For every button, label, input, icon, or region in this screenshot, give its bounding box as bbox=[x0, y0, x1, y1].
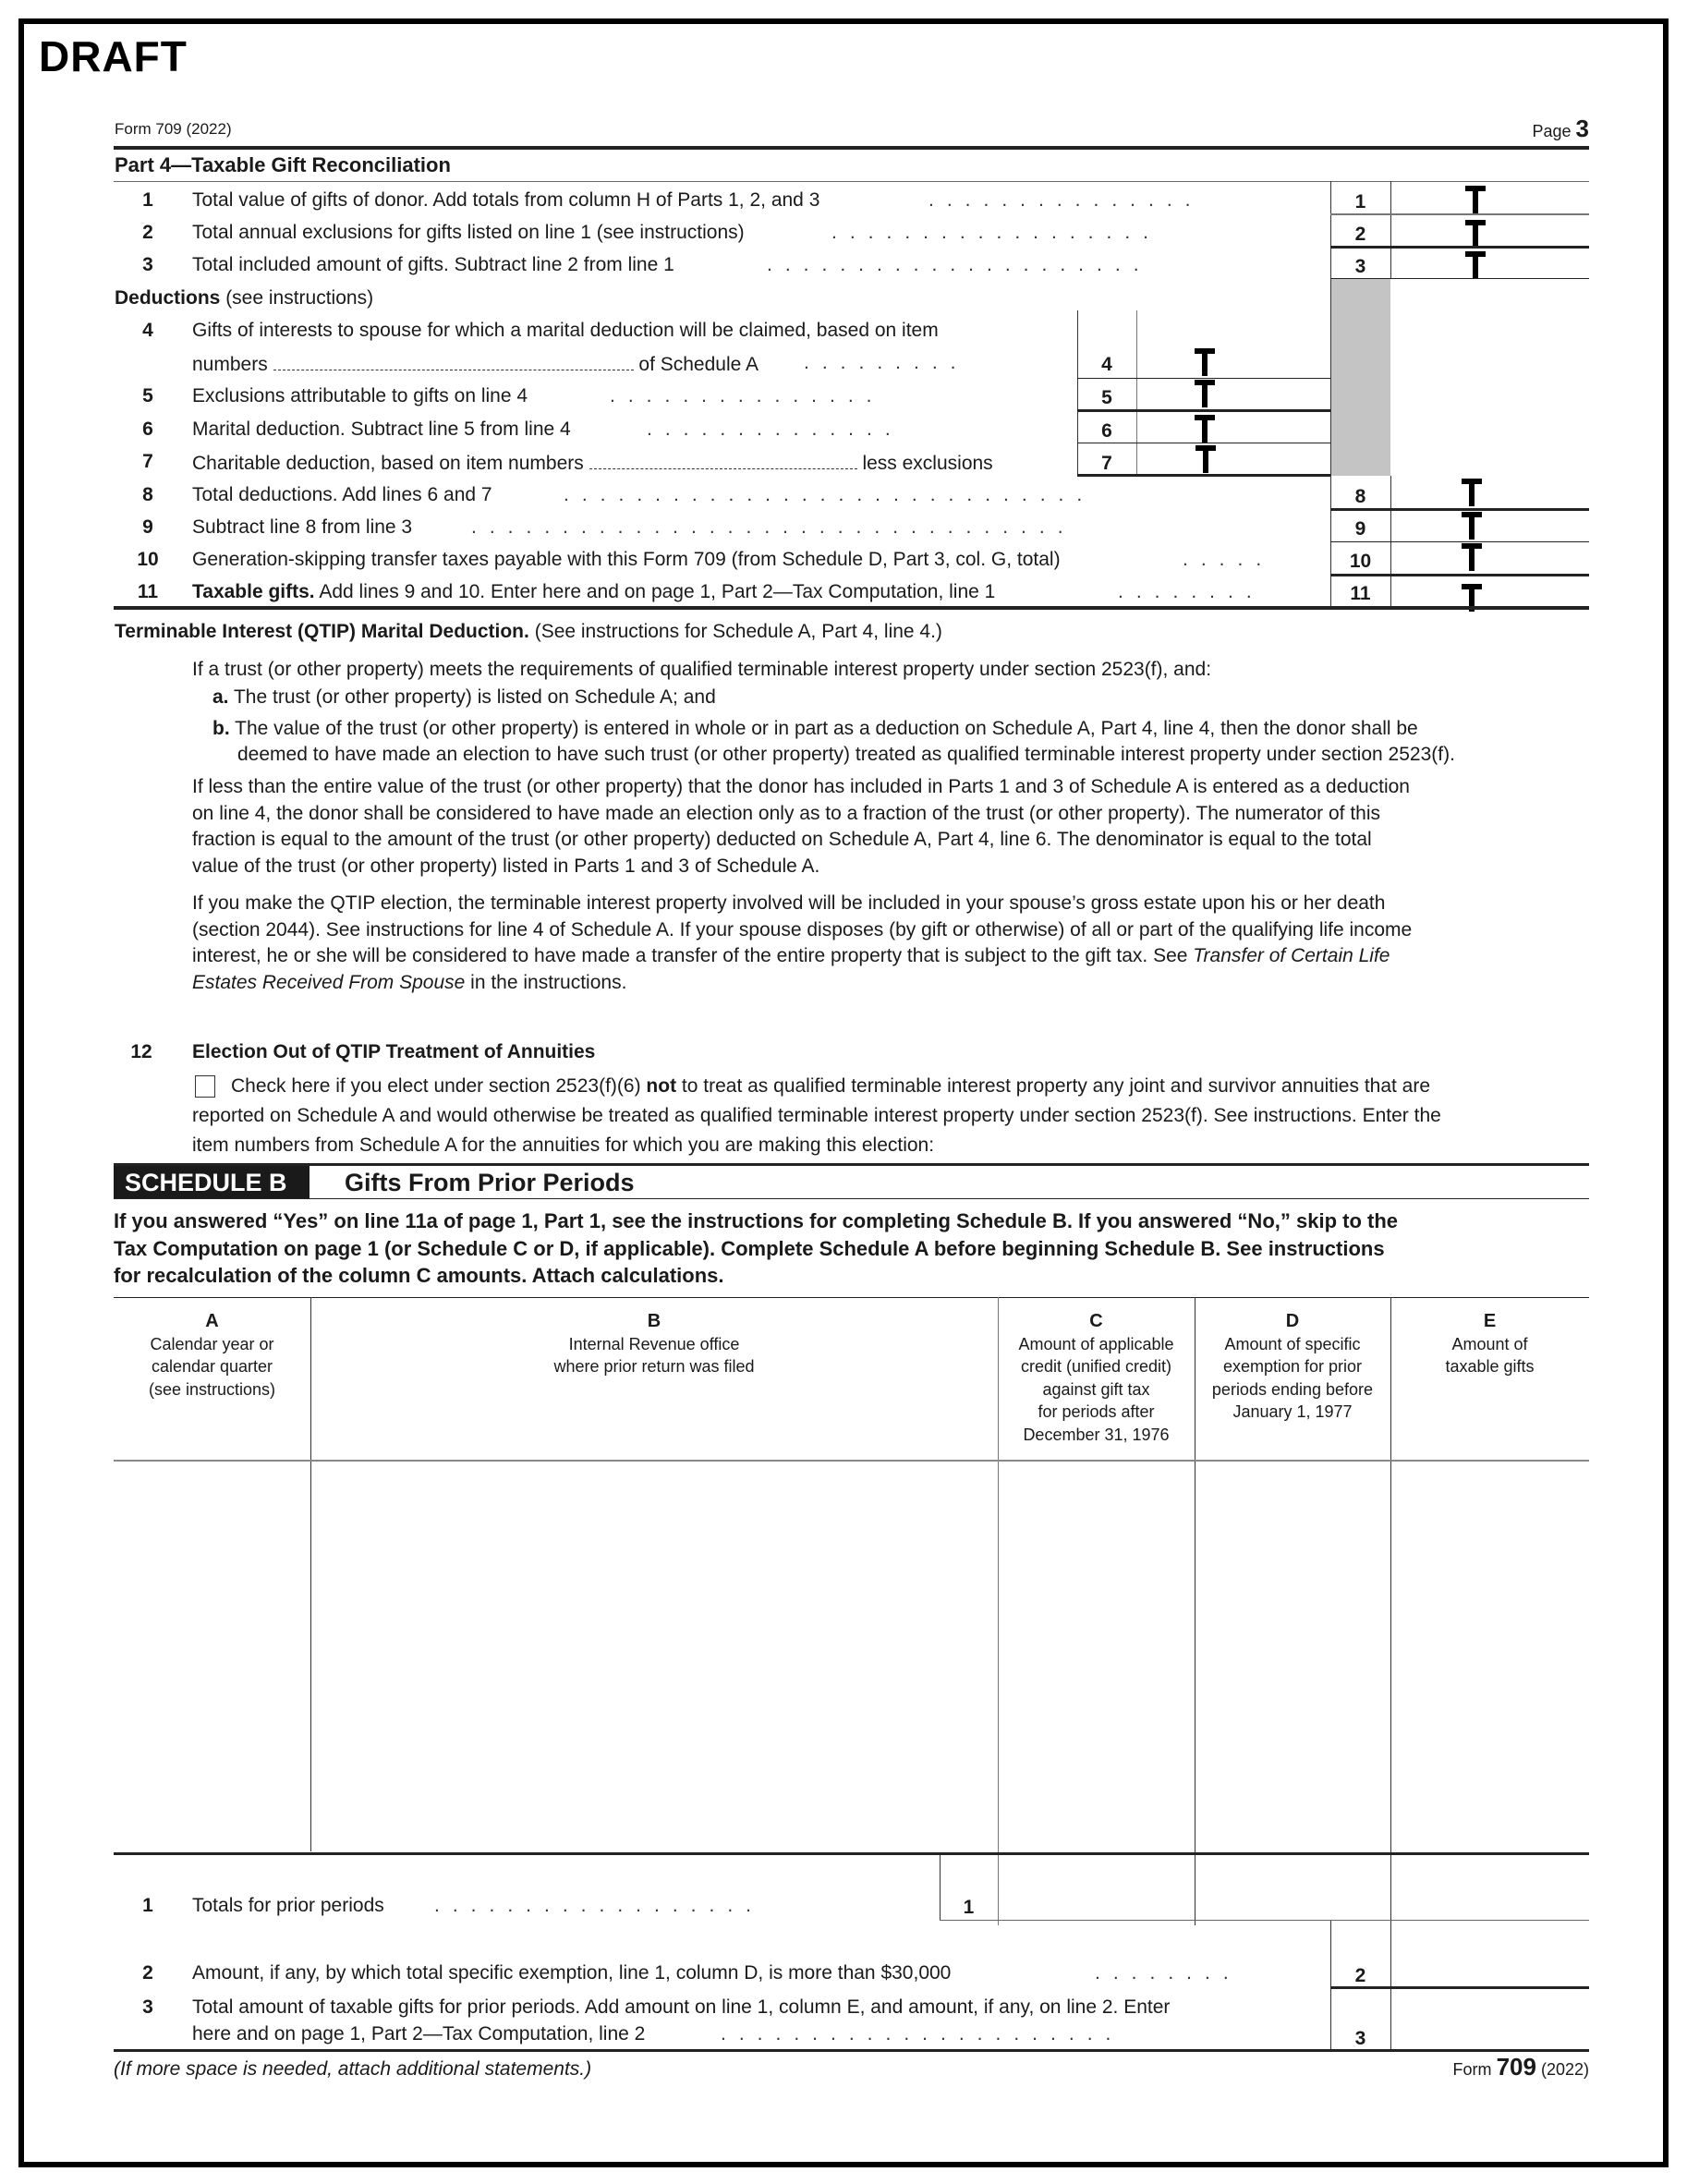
line-number: 1 bbox=[142, 1895, 153, 1916]
intro-line: Tax Computation on page 1 (or Schedule C or D, if applicable). Complete Schedule A before beginning Schedule B. See instructions bbox=[114, 1236, 1385, 1260]
page-number: 3 bbox=[1575, 115, 1589, 142]
line-12-text-b: to treat as qualified terminable interest property any joint and survivor annuities that are bbox=[681, 1075, 1431, 1097]
row-rule bbox=[1077, 378, 1330, 379]
para3-line: If you make the QTIP election, the terminable interest property involved will be included in your spouse’s gross estate upon his or her death bbox=[192, 892, 1386, 914]
line-12-not: not bbox=[646, 1075, 677, 1097]
column-header-b bbox=[310, 1310, 998, 1378]
line-number: 4 bbox=[142, 320, 153, 341]
col-desc: December 31, 1976 bbox=[1023, 1425, 1170, 1444]
line-11-bold: Taxable gifts. bbox=[192, 581, 315, 602]
leader-dots: ........ bbox=[1118, 582, 1265, 601]
line-12-item-numbers-input[interactable] bbox=[1016, 1133, 1584, 1157]
line-6-box: 6 bbox=[1101, 420, 1112, 442]
line-7-box: 7 bbox=[1101, 453, 1112, 474]
line-12-text-2: reported on Schedule A and would otherwise be treated as qualified terminable interest property under section 2523(f). See instructions. Enter the bbox=[192, 1105, 1441, 1126]
line-5-amount-field[interactable] bbox=[1195, 380, 1215, 407]
line-number: 5 bbox=[142, 385, 153, 406]
line-7-prefix: Charitable deduction, based on item numbers bbox=[192, 453, 584, 474]
para3-line bbox=[192, 943, 1412, 970]
column-header-d bbox=[1195, 1310, 1390, 1424]
prior-periods-entry-area[interactable] bbox=[114, 1462, 1589, 1851]
line-9-box: 9 bbox=[1354, 518, 1366, 540]
line-4-label-b bbox=[192, 353, 759, 374]
para2-line: value of the trust (or other property) listed in Parts 1 and 3 of Schedule A. bbox=[192, 855, 820, 877]
qtip-intro: If a trust (or other property) meets the requirements of qualified terminable interest property under section 2523(f), and: bbox=[192, 659, 1212, 680]
deductions-heading bbox=[115, 288, 373, 308]
row-rule-heavy bbox=[1330, 508, 1589, 511]
line-7-item-numbers-input[interactable] bbox=[589, 452, 857, 469]
line-3-amount-field[interactable] bbox=[1391, 1989, 1589, 2048]
deductions-label: Deductions bbox=[115, 287, 221, 309]
line-1-box: 1 bbox=[1354, 191, 1366, 212]
schedule-b-label: SCHEDULE B bbox=[114, 1166, 309, 1199]
line-7-amount-field[interactable] bbox=[1195, 445, 1216, 473]
line-2-amount-field[interactable] bbox=[1465, 220, 1486, 248]
leader-dots: ............................. bbox=[564, 485, 1096, 504]
line-number: 9 bbox=[142, 516, 153, 538]
page-prefix: Page bbox=[1532, 122, 1572, 140]
line-3-box: 3 bbox=[1354, 2028, 1366, 2049]
footer-form-year: (2022) bbox=[1540, 2060, 1589, 2079]
leader-dots: .............. bbox=[647, 419, 904, 439]
line-10-box: 10 bbox=[1349, 551, 1372, 572]
col-desc: calendar quarter bbox=[151, 1357, 273, 1376]
line-2-box: 2 bbox=[1354, 1965, 1366, 1986]
col-letter: E bbox=[1483, 1311, 1497, 1331]
shaded-cell bbox=[1331, 279, 1390, 476]
line-2-box: 2 bbox=[1354, 224, 1366, 245]
line-2-amount-field[interactable] bbox=[1391, 1922, 1589, 1986]
line-11-text: Add lines 9 and 10. Enter here and on page 1, Part 2—Tax Computation, line 1 bbox=[319, 581, 996, 602]
line-number: 10 bbox=[137, 549, 159, 570]
column-header-c bbox=[998, 1310, 1195, 1446]
line-9-amount-field[interactable] bbox=[1462, 512, 1482, 540]
schedule-b-top-rule bbox=[114, 1163, 1589, 1166]
col-desc: for periods after bbox=[1038, 1402, 1155, 1421]
part4-title: Part 4—Taxable Gift Reconciliation bbox=[115, 153, 451, 176]
line-4-item-numbers-input[interactable] bbox=[273, 353, 634, 370]
line-12-title: Election Out of QTIP Treatment of Annuities bbox=[192, 1041, 596, 1062]
qtip-paragraph-2 bbox=[192, 774, 1410, 880]
footer-note: (If more space is needed, attach additional statements.) bbox=[114, 2058, 592, 2080]
col-desc: Internal Revenue office bbox=[568, 1334, 740, 1353]
leader-dots: ........ bbox=[1095, 1963, 1242, 1983]
amount-col-left-border bbox=[1390, 181, 1391, 279]
qtip-item-b-cont: deemed to have made an election to have such trust (or other property) treated as qualified terminable interest property under section 2523(f). bbox=[237, 744, 1455, 765]
line-2-label: Total annual exclusions for gifts listed on line 1 (see instructions) bbox=[192, 222, 745, 243]
footer-form-prefix: Form bbox=[1452, 2060, 1492, 2079]
para3-end: in the instructions. bbox=[470, 971, 627, 993]
line-number: 2 bbox=[142, 222, 153, 243]
para2-line: If less than the entire value of the trust (or other property) that the donor has included in Parts 1 and 3 of Schedule A is entered as a deduction bbox=[192, 776, 1410, 797]
col-desc: where prior return was filed bbox=[553, 1357, 755, 1376]
col-desc: against gift tax bbox=[1042, 1379, 1150, 1399]
line-9-label: Subtract line 8 from line 3 bbox=[192, 516, 413, 538]
line-2-label: Amount, if any, by which total specific exemption, line 1, column D, is more than $30,000 bbox=[192, 1962, 952, 1984]
leader-dots: .................. bbox=[831, 223, 1162, 242]
line-11-box: 11 bbox=[1350, 583, 1371, 604]
para3-text: interest, he or she will be considered to have made a transfer of the entire property that is subject to the gift tax. See bbox=[192, 945, 1188, 966]
row-rule bbox=[1330, 213, 1589, 215]
col-desc: exemption for prior bbox=[1222, 1357, 1363, 1376]
qtip-heading-bold: Terminable Interest (QTIP) Marital Deduction. bbox=[115, 621, 529, 642]
draft-watermark: DRAFT bbox=[39, 32, 188, 80]
line-number: 2 bbox=[142, 1962, 153, 1984]
footer-form-id bbox=[1453, 2053, 1589, 2081]
totals-line-box: 1 bbox=[963, 1897, 975, 1918]
line-12-text-1 bbox=[231, 1076, 1430, 1096]
line-4-numbers-label: numbers bbox=[192, 354, 268, 375]
leader-dots: ............... bbox=[610, 386, 885, 406]
col-letter: A bbox=[205, 1311, 219, 1331]
page-indicator bbox=[1532, 115, 1589, 143]
leader-dots: ................................. bbox=[471, 517, 1076, 537]
col-letter: B bbox=[647, 1311, 661, 1331]
row-rule bbox=[1330, 541, 1589, 542]
col-desc: January 1, 1977 bbox=[1232, 1402, 1353, 1421]
item-b-label: b. bbox=[212, 718, 230, 739]
line-1-label: Total value of gifts of donor. Add totals from column H of Parts 1, 2, and 3 bbox=[192, 189, 820, 211]
qtip-paragraph-3 bbox=[192, 891, 1412, 996]
item-a-text: The trust (or other property) is listed on Schedule A; and bbox=[233, 686, 716, 708]
line-4-amount-field[interactable] bbox=[1195, 348, 1215, 376]
line-3-amount-field[interactable] bbox=[1465, 251, 1486, 279]
schedule-b-intro bbox=[114, 1207, 1589, 1290]
col-desc: Amount of specific bbox=[1224, 1334, 1361, 1353]
para3-line bbox=[192, 970, 1412, 997]
para3-italic: Transfer of Certain Life bbox=[1193, 945, 1390, 966]
row-rule-heavy bbox=[1077, 474, 1330, 477]
table-top-rule bbox=[114, 1297, 1589, 1298]
para2-line: fraction is equal to the amount of the trust (or other property) deducted on Schedule A, Part 4, line 6. The denominator is equal to the total bbox=[192, 829, 1372, 850]
line-number: 1 bbox=[142, 189, 153, 211]
totals-col-e-field[interactable] bbox=[1391, 1856, 1589, 1920]
line-8-box: 8 bbox=[1354, 486, 1366, 507]
line-number: 6 bbox=[142, 419, 153, 440]
part4-title-rule bbox=[114, 181, 1589, 182]
line-10-amount-field[interactable] bbox=[1462, 543, 1482, 571]
para3-line: (section 2044). See instructions for line 4 of Schedule A. If your spouse disposes (by gift or otherwise) of all or part of the qualifying life income bbox=[192, 918, 1413, 940]
intro-line: If you answered “Yes” on line 11a of page 1, Part 1, see the instructions for completing Schedule B. If you answered “No,” skip to the bbox=[114, 1209, 1398, 1232]
schedule-b-bottom-rule bbox=[114, 2049, 1589, 2052]
line-12-text-3: item numbers from Schedule A for the annuities for which you are making this election: bbox=[192, 1134, 935, 1156]
col-letter: C bbox=[1089, 1311, 1103, 1331]
leader-dots: ...................... bbox=[721, 2024, 1124, 2044]
line-1-amount-field[interactable] bbox=[1465, 186, 1486, 213]
leader-dots: ..... bbox=[1183, 550, 1275, 569]
col-desc: credit (unified credit) bbox=[1020, 1357, 1172, 1376]
row-rule-heavy bbox=[1330, 574, 1589, 576]
line-8-amount-field[interactable] bbox=[1462, 479, 1482, 506]
line-3-box: 3 bbox=[1354, 256, 1366, 277]
leader-dots: ............... bbox=[928, 190, 1204, 210]
table-body-bottom-rule bbox=[114, 1852, 1589, 1855]
item-b-text-1: The value of the trust (or other property) is entered in whole or in part as a deduction on Schedule A, Part 4, line 4, then the donor shall be bbox=[235, 718, 1418, 739]
line-3-label-a: Total amount of taxable gifts for prior periods. Add amount on line 1, column E, and amount, if any, on line 2. Enter bbox=[192, 1996, 1171, 2018]
col-desc: Calendar year or bbox=[150, 1334, 274, 1353]
item-a-label: a. bbox=[212, 686, 229, 708]
totals-col-c-field[interactable] bbox=[999, 1856, 1194, 1920]
line-11-label bbox=[192, 582, 995, 601]
line-6-amount-field[interactable] bbox=[1195, 415, 1215, 443]
line-8-label: Total deductions. Add lines 6 and 7 bbox=[192, 484, 492, 505]
intro-line: for recalculation of the column C amounts. Attach calculations. bbox=[114, 1264, 724, 1287]
leader-dots: ..................... bbox=[767, 255, 1152, 274]
line-10-label: Generation-skipping transfer taxes payable with this Form 709 (from Schedule D, Part 3, col. G, total) bbox=[192, 549, 1061, 570]
col-letter: D bbox=[1285, 1311, 1300, 1331]
line-6-label: Marital deduction. Subtract line 5 from line 4 bbox=[192, 419, 571, 440]
totals-line-label: Totals for prior periods bbox=[192, 1895, 384, 1916]
line-7-label bbox=[192, 452, 993, 473]
leader-dots: ......... bbox=[804, 353, 969, 372]
line-number: 7 bbox=[142, 451, 153, 472]
col-desc: (see instructions) bbox=[148, 1379, 276, 1399]
footer-form-number: 709 bbox=[1496, 2053, 1536, 2081]
para2-line: on line 4, the donor shall be considered to have made an election only as to a fraction of the trust (or other property). The numerator of this bbox=[192, 802, 1381, 824]
qtip-heading bbox=[115, 622, 942, 641]
deductions-note: (see instructions) bbox=[225, 287, 374, 309]
line-number: 3 bbox=[142, 1996, 153, 2018]
line-4-box: 4 bbox=[1101, 354, 1112, 375]
leader-dots: .................. bbox=[434, 1896, 765, 1915]
header-rule bbox=[114, 146, 1589, 150]
qtip-heading-note: (See instructions for Schedule A, Part 4, line 4.) bbox=[534, 621, 942, 642]
form-label: Form 709 (2022) bbox=[115, 120, 232, 138]
line-4-label-a: Gifts of interests to spouse for which a marital deduction will be claimed, based on item bbox=[192, 320, 939, 341]
col-desc: Amount of applicable bbox=[1018, 1334, 1174, 1353]
line-number: 3 bbox=[142, 254, 153, 275]
row-rule-heavy bbox=[1077, 409, 1330, 412]
qtip-item-b bbox=[212, 719, 1418, 738]
schedule-b-title-rule bbox=[114, 1198, 1589, 1199]
line-5-label: Exclusions attributable to gifts on line 4 bbox=[192, 385, 528, 406]
column-header-a bbox=[114, 1310, 310, 1401]
totals-col-d-field[interactable] bbox=[1195, 1856, 1390, 1920]
inner-amount-col-left-border bbox=[1136, 310, 1137, 477]
part4-bottom-rule bbox=[114, 606, 1589, 610]
totals-bottom-rule bbox=[940, 1920, 1589, 1921]
col-desc: periods ending before bbox=[1211, 1379, 1374, 1399]
line-number: 8 bbox=[142, 484, 153, 505]
qtip-annuity-election-checkbox[interactable] bbox=[195, 1075, 215, 1098]
para3-italic: Estates Received From Spouse bbox=[192, 971, 466, 993]
schedule-b-title: Gifts From Prior Periods bbox=[345, 1169, 635, 1196]
line-12-text-a: Check here if you elect under section 2523(f)(6) bbox=[231, 1075, 641, 1097]
row-rule-heavy bbox=[1330, 246, 1589, 249]
col-desc: taxable gifts bbox=[1445, 1357, 1535, 1376]
line-3-label: Total included amount of gifts. Subtract line 2 from line 1 bbox=[192, 254, 674, 275]
line-3-label-b: here and on page 1, Part 2—Tax Computation, line 2 bbox=[192, 2023, 646, 2044]
line-number: 11 bbox=[137, 581, 159, 602]
col-desc: Amount of bbox=[1451, 1334, 1528, 1353]
line-12-number: 12 bbox=[130, 1041, 152, 1062]
column-header-e bbox=[1390, 1310, 1589, 1378]
row-rule bbox=[1330, 278, 1589, 279]
line-5-box: 5 bbox=[1101, 387, 1112, 408]
qtip-item-a bbox=[212, 687, 716, 707]
line-4-schedule-a-label: of Schedule A bbox=[638, 354, 759, 375]
line-7-suffix: less exclusions bbox=[862, 453, 993, 474]
